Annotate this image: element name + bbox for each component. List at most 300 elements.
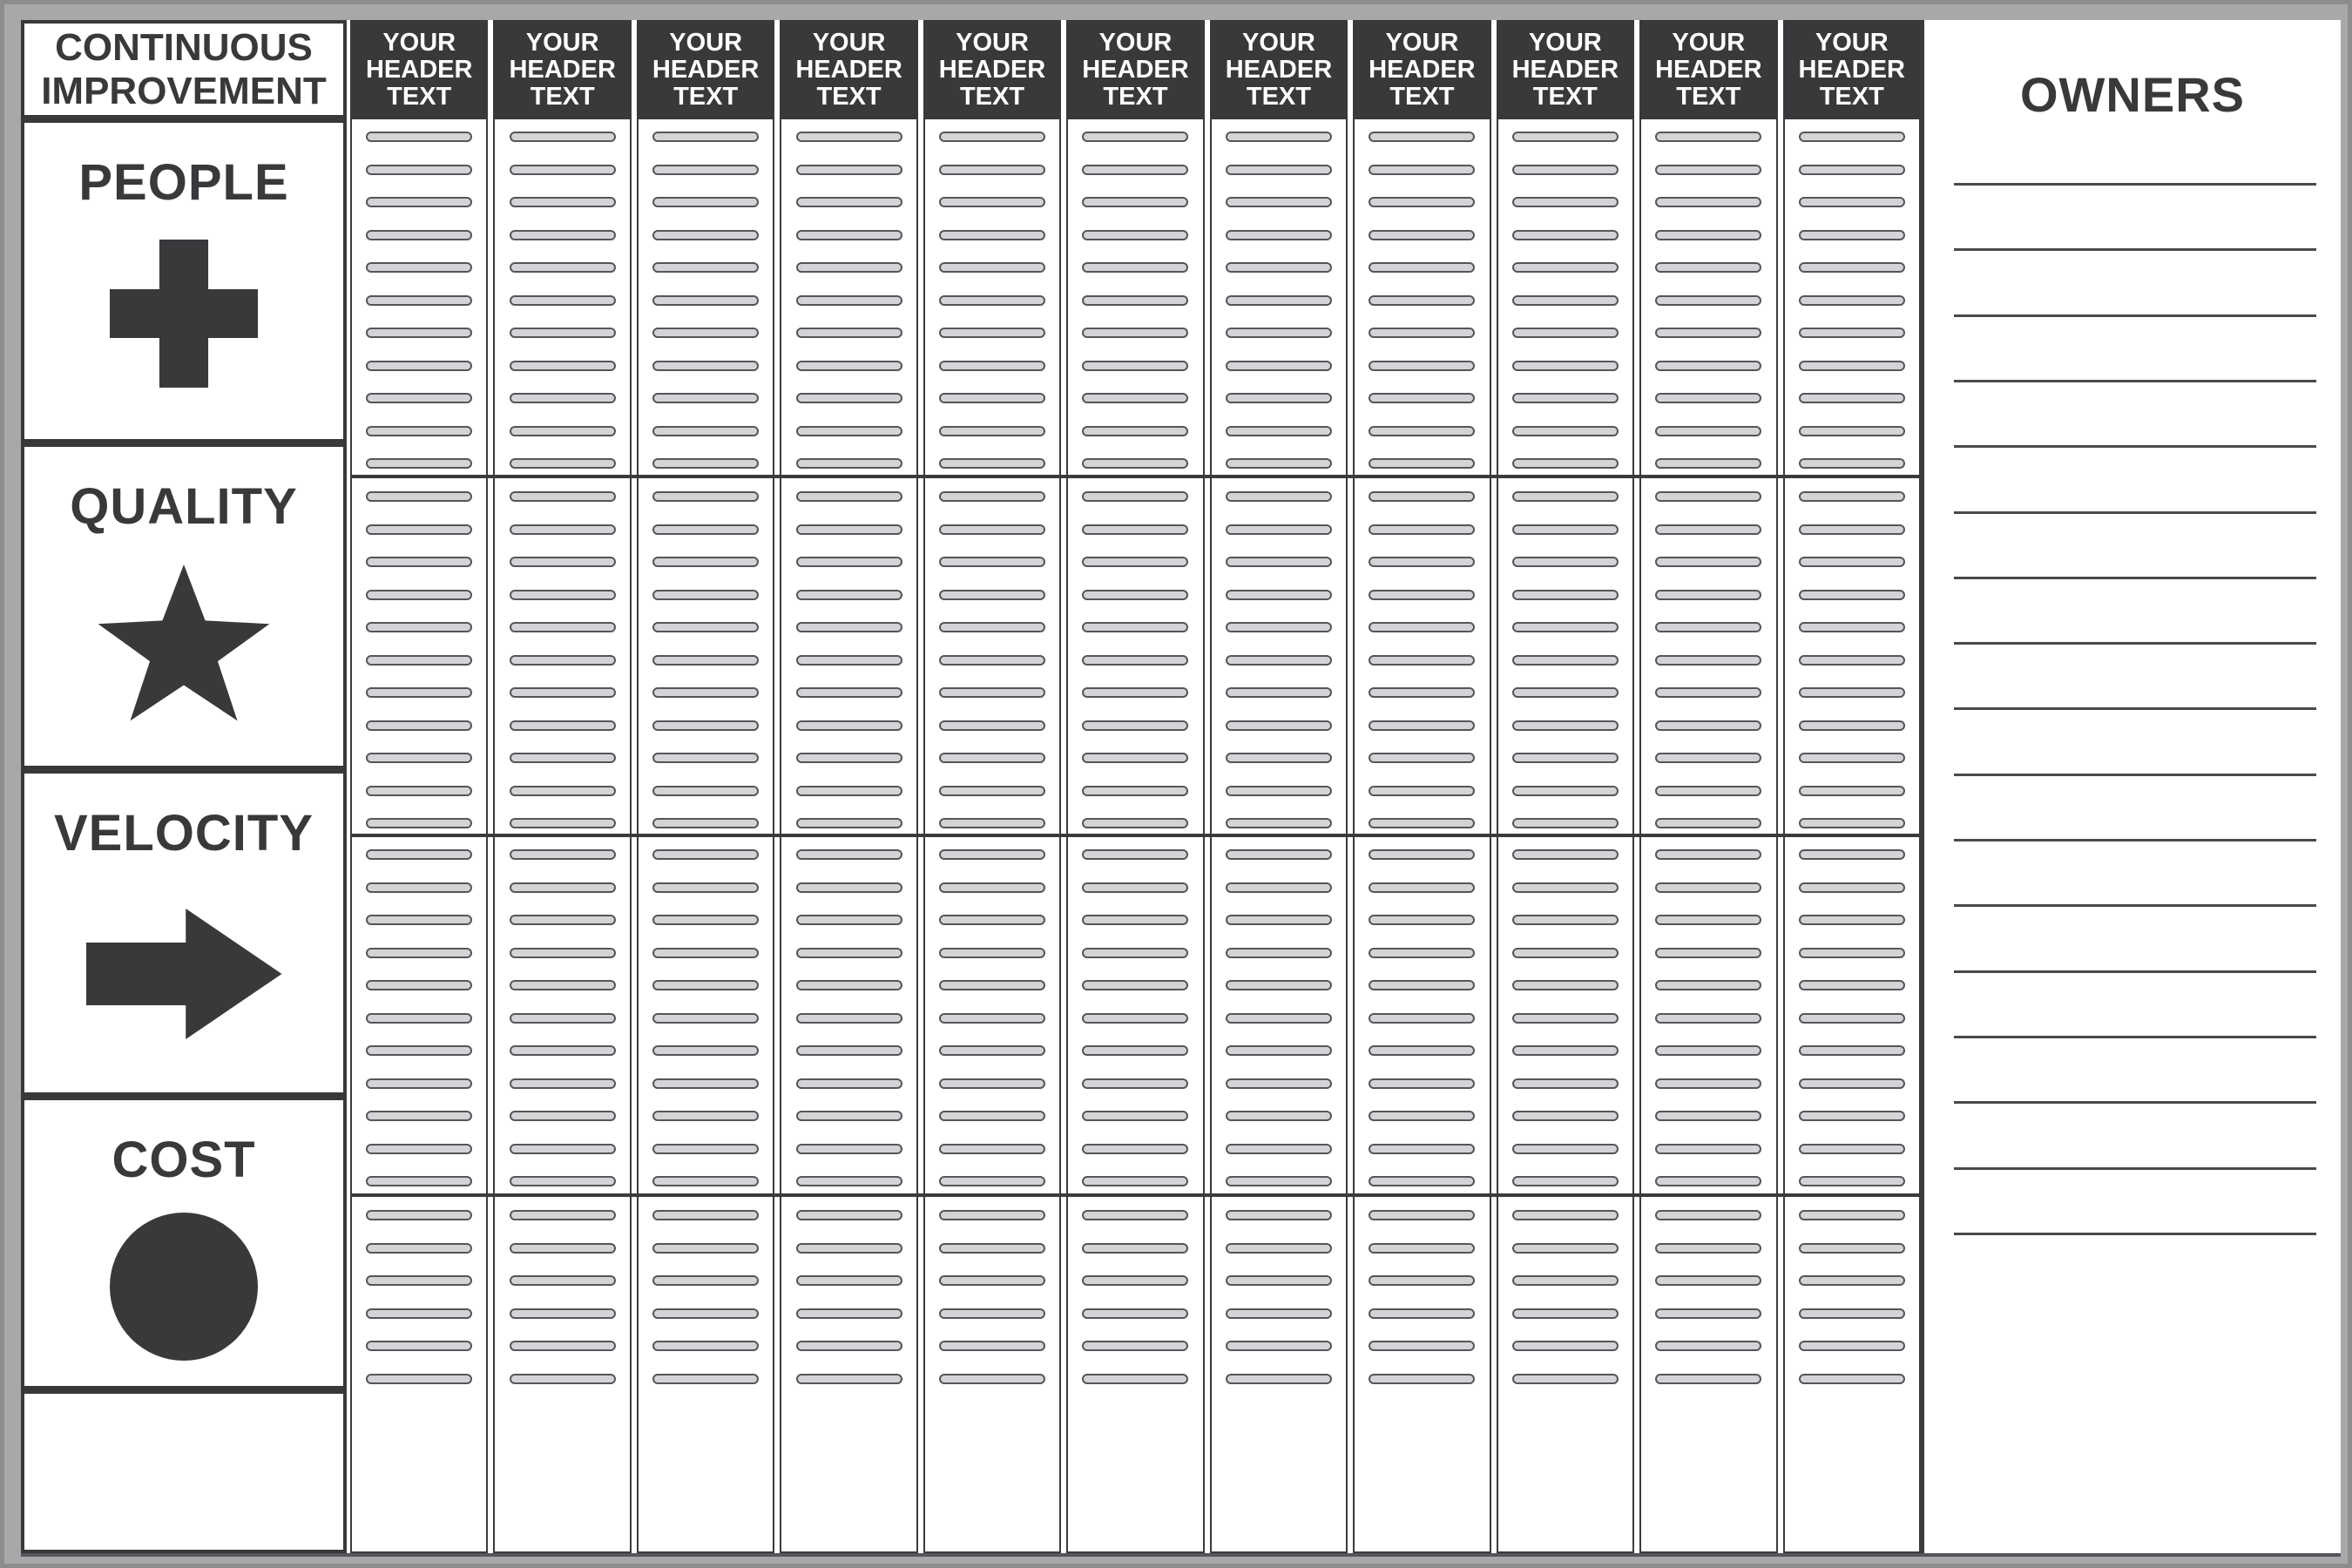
write-line-pill	[1082, 361, 1188, 371]
write-line-pill	[939, 426, 1045, 436]
write-line-pill	[796, 948, 902, 958]
write-line-pill	[939, 1243, 1045, 1254]
write-line-pill	[939, 980, 1045, 990]
write-line-pill	[510, 1341, 616, 1351]
owner-write-line	[1954, 1233, 2316, 1235]
write-line-pill	[652, 980, 759, 990]
write-line-pill	[1369, 197, 1475, 207]
write-line-pill	[796, 655, 902, 666]
header-column	[780, 20, 917, 1553]
write-line-pill	[510, 1210, 616, 1220]
column-header	[1497, 20, 1634, 119]
write-line-pill	[366, 328, 472, 338]
sidebar-section-cost	[24, 1100, 343, 1394]
write-line-pill	[939, 524, 1045, 535]
write-line-pill	[652, 165, 759, 175]
write-line-pill	[1512, 393, 1619, 403]
write-line-pill	[939, 230, 1045, 240]
write-line-pill	[510, 687, 616, 698]
write-line-pill	[1082, 1111, 1188, 1121]
write-line-pill	[366, 753, 472, 763]
write-line-pill	[652, 1243, 759, 1254]
sidebar-section-people	[24, 123, 343, 447]
owner-write-line	[1954, 1036, 2316, 1038]
write-line-pill	[652, 132, 759, 142]
column-header-line: YOUR	[1385, 28, 1459, 57]
write-line-pill	[1369, 458, 1475, 469]
write-line-pill	[939, 622, 1045, 632]
write-line-pill	[796, 426, 902, 436]
write-line-pill	[1369, 720, 1475, 731]
write-line-pill	[1655, 328, 1761, 338]
write-line-pill	[1369, 1078, 1475, 1089]
write-line-pill	[1082, 720, 1188, 731]
write-line-pill	[1369, 230, 1475, 240]
write-line-pill	[1082, 491, 1188, 502]
write-line-pill	[796, 491, 902, 502]
write-line-pill	[1369, 1045, 1475, 1056]
star-icon	[95, 564, 274, 734]
write-line-pill	[652, 882, 759, 893]
column-header-line: HEADER	[1369, 55, 1476, 84]
column-header-line: TEXT	[387, 82, 452, 111]
column-header-line: HEADER	[1511, 55, 1619, 84]
write-line-pill	[796, 786, 902, 796]
write-line-pill	[1512, 1176, 1619, 1186]
write-line-pill	[1512, 524, 1619, 535]
write-line-pill	[1082, 849, 1188, 860]
column-header-line: YOUR	[1242, 28, 1315, 57]
write-line-pill	[510, 786, 616, 796]
write-line-pill	[1369, 524, 1475, 535]
write-line-pill	[939, 882, 1045, 893]
write-line-pill	[1226, 980, 1332, 990]
write-line-pill	[939, 328, 1045, 338]
write-line-pill	[1655, 557, 1761, 567]
write-line-pill	[510, 230, 616, 240]
write-line-pill	[366, 1013, 472, 1024]
column-header-line: HEADER	[652, 55, 760, 84]
write-line-pill	[1226, 590, 1332, 600]
write-line-pill	[1512, 980, 1619, 990]
write-line-pill	[939, 1013, 1045, 1024]
write-line-pill	[1226, 1111, 1332, 1121]
write-line-pill	[510, 491, 616, 502]
write-line-pill	[1369, 882, 1475, 893]
write-line-pill	[366, 1308, 472, 1319]
write-line-pill	[1082, 818, 1188, 828]
write-line-pill	[1655, 786, 1761, 796]
write-line-pill	[1799, 818, 1905, 828]
write-line-pill	[796, 1243, 902, 1254]
write-line-pill	[1655, 753, 1761, 763]
write-line-pill	[1369, 165, 1475, 175]
column-header-line: TEXT	[1532, 82, 1598, 111]
write-line-pill	[1799, 491, 1905, 502]
write-line-pill	[1082, 1013, 1188, 1024]
write-line-pill	[510, 720, 616, 731]
write-line-pill	[796, 1275, 902, 1286]
write-line-pill	[510, 622, 616, 632]
write-line-pill	[939, 165, 1045, 175]
write-line-pill	[1655, 295, 1761, 306]
write-line-pill	[1226, 786, 1332, 796]
write-line-pill	[1655, 491, 1761, 502]
write-line-pill	[796, 1341, 902, 1351]
write-line-pill	[652, 590, 759, 600]
write-line-pill	[1226, 458, 1332, 469]
write-line-pill	[652, 1308, 759, 1319]
write-line-pill	[1369, 980, 1475, 990]
write-line-pill	[1655, 655, 1761, 666]
write-line-pill	[1512, 818, 1619, 828]
board-surface	[21, 20, 2341, 1557]
write-line-pill	[1799, 426, 1905, 436]
header-column	[923, 20, 1061, 1553]
write-line-pill	[1082, 557, 1188, 567]
write-line-pill	[366, 1111, 472, 1121]
owner-write-line	[1954, 183, 2316, 186]
write-line-pill	[1082, 753, 1188, 763]
write-line-pill	[796, 1374, 902, 1384]
owners-title: OWNERS	[2020, 67, 2245, 122]
write-line-pill	[1799, 980, 1905, 990]
write-line-pill	[1799, 720, 1905, 731]
write-line-pill	[796, 1308, 902, 1319]
write-line-pill	[510, 524, 616, 535]
write-line-pill	[796, 230, 902, 240]
write-line-pill	[1655, 1078, 1761, 1089]
write-line-pill	[1799, 165, 1905, 175]
write-line-pill	[366, 132, 472, 142]
column-header-line: HEADER	[938, 55, 1046, 84]
write-line-pill	[796, 1078, 902, 1089]
owner-write-line	[1954, 774, 2316, 776]
write-line-pill	[510, 557, 616, 567]
write-line-pill	[366, 655, 472, 666]
write-line-pill	[1226, 818, 1332, 828]
write-line-pill	[510, 980, 616, 990]
write-line-pill	[1226, 1176, 1332, 1186]
write-line-pill	[1799, 524, 1905, 535]
write-line-pill	[652, 1374, 759, 1384]
write-line-pill	[652, 622, 759, 632]
write-line-pill	[1226, 687, 1332, 698]
write-line-pill	[1799, 622, 1905, 632]
write-line-pill	[1799, 132, 1905, 142]
write-line-pill	[1655, 622, 1761, 632]
write-line-pill	[1799, 753, 1905, 763]
write-line-pill	[1512, 1045, 1619, 1056]
band-divider-line	[350, 834, 1921, 837]
column-header-line: HEADER	[1655, 55, 1762, 84]
write-line-pill	[510, 1144, 616, 1154]
column-header-line: YOUR	[382, 28, 456, 57]
write-line-pill	[366, 524, 472, 535]
write-line-pill	[366, 590, 472, 600]
write-line-pill	[366, 1045, 472, 1056]
write-line-pill	[1082, 197, 1188, 207]
write-line-pill	[1655, 197, 1761, 207]
write-line-pill	[1799, 1078, 1905, 1089]
write-line-pill	[1226, 1341, 1332, 1351]
write-line-pill	[1369, 786, 1475, 796]
write-line-pill	[1655, 980, 1761, 990]
write-line-pill	[939, 393, 1045, 403]
write-line-pill	[939, 590, 1045, 600]
column-header-line: HEADER	[1225, 55, 1333, 84]
column-header	[1783, 20, 1921, 119]
write-line-pill	[1082, 295, 1188, 306]
write-line-pill	[796, 132, 902, 142]
write-line-pill	[939, 720, 1045, 731]
write-line-pill	[366, 818, 472, 828]
write-line-pill	[652, 230, 759, 240]
write-line-pill	[1369, 1341, 1475, 1351]
write-line-pill	[510, 1013, 616, 1024]
write-line-pill	[1226, 491, 1332, 502]
write-line-pill	[1512, 655, 1619, 666]
owner-write-line	[1954, 577, 2316, 579]
write-line-pill	[1082, 915, 1188, 925]
write-line-pill	[1082, 230, 1188, 240]
write-line-pill	[1082, 980, 1188, 990]
write-line-pill	[1226, 1243, 1332, 1254]
column-header-line: YOUR	[669, 28, 743, 57]
write-line-pill	[366, 557, 472, 567]
write-line-pill	[1082, 1176, 1188, 1186]
write-line-pill	[1512, 165, 1619, 175]
write-line-pill	[1226, 1013, 1332, 1024]
write-line-pill	[939, 262, 1045, 273]
write-line-pill	[1512, 262, 1619, 273]
write-line-pill	[1226, 882, 1332, 893]
write-line-pill	[796, 1176, 902, 1186]
write-line-pill	[366, 393, 472, 403]
sidebar-section-quality	[24, 447, 343, 774]
write-line-pill	[1369, 849, 1475, 860]
write-line-pill	[510, 328, 616, 338]
sidebar-section-velocity	[24, 774, 343, 1100]
write-line-pill	[796, 458, 902, 469]
write-line-pill	[510, 197, 616, 207]
write-line-pill	[1655, 1308, 1761, 1319]
write-line-pill	[1799, 1374, 1905, 1384]
write-line-pill	[1226, 948, 1332, 958]
write-line-pill	[1512, 426, 1619, 436]
write-line-pill	[1369, 655, 1475, 666]
write-line-pill	[1082, 1045, 1188, 1056]
write-line-pill	[1512, 1210, 1619, 1220]
section-label-people: PEOPLE	[78, 154, 289, 211]
write-line-pill	[366, 295, 472, 306]
write-line-pill	[796, 622, 902, 632]
write-line-pill	[1799, 1243, 1905, 1254]
write-line-pill	[1655, 915, 1761, 925]
write-line-pill	[652, 197, 759, 207]
write-line-pill	[510, 590, 616, 600]
write-line-pill	[1226, 165, 1332, 175]
write-line-pill	[1226, 915, 1332, 925]
write-line-pill	[510, 1374, 616, 1384]
header-column	[1639, 20, 1777, 1553]
write-line-pill	[796, 849, 902, 860]
write-line-pill	[1512, 491, 1619, 502]
column-header-line: HEADER	[365, 55, 473, 84]
write-line-pill	[510, 393, 616, 403]
write-line-pill	[510, 818, 616, 828]
write-line-pill	[939, 1374, 1045, 1384]
column-header-line: TEXT	[1819, 82, 1884, 111]
write-line-pill	[1369, 1275, 1475, 1286]
write-line-pill	[366, 361, 472, 371]
header-column	[1066, 20, 1204, 1553]
write-line-pill	[1369, 753, 1475, 763]
write-line-pill	[1369, 1374, 1475, 1384]
owner-write-line	[1954, 642, 2316, 645]
board-title	[24, 24, 343, 123]
write-line-pill	[939, 295, 1045, 306]
column-header	[1210, 20, 1348, 119]
write-line-pill	[796, 753, 902, 763]
write-line-pill	[1369, 1243, 1475, 1254]
write-line-pill	[510, 655, 616, 666]
write-line-pill	[1226, 1144, 1332, 1154]
write-line-pill	[510, 1078, 616, 1089]
write-line-pill	[652, 1111, 759, 1121]
write-line-pill	[1226, 393, 1332, 403]
write-line-pill	[1226, 524, 1332, 535]
write-line-pill	[652, 1275, 759, 1286]
write-line-pill	[510, 1243, 616, 1254]
write-line-pill	[1082, 786, 1188, 796]
write-line-pill	[796, 882, 902, 893]
owner-write-line	[1954, 248, 2316, 251]
write-line-pill	[796, 524, 902, 535]
write-line-pill	[366, 786, 472, 796]
write-line-pill	[1369, 557, 1475, 567]
column-header	[493, 20, 631, 119]
write-line-pill	[1369, 491, 1475, 502]
write-line-pill	[1512, 458, 1619, 469]
write-line-pill	[1655, 1176, 1761, 1186]
write-line-pill	[652, 1045, 759, 1056]
column-header-line: YOUR	[1815, 28, 1889, 57]
write-line-pill	[1655, 720, 1761, 731]
write-line-pill	[796, 1144, 902, 1154]
write-line-pill	[939, 1176, 1045, 1186]
column-header-line: HEADER	[1798, 55, 1905, 84]
write-line-pill	[1226, 361, 1332, 371]
column-header-line: TEXT	[1389, 82, 1455, 111]
column-header-line: TEXT	[959, 82, 1025, 111]
write-line-pill	[510, 132, 616, 142]
write-line-pill	[366, 1176, 472, 1186]
write-line-pill	[1226, 328, 1332, 338]
write-line-pill	[1655, 1341, 1761, 1351]
write-line-pill	[1655, 1013, 1761, 1024]
write-line-pill	[1369, 1013, 1475, 1024]
column-header-line: YOUR	[1528, 28, 1602, 57]
write-line-pill	[796, 295, 902, 306]
write-line-pill	[510, 1045, 616, 1056]
write-line-pill	[1799, 915, 1905, 925]
write-line-pill	[510, 915, 616, 925]
write-line-pill	[1512, 361, 1619, 371]
owner-write-line	[1954, 707, 2316, 710]
write-line-pill	[939, 1111, 1045, 1121]
sidebar	[21, 20, 347, 1553]
column-header	[1639, 20, 1777, 119]
write-line-pill	[366, 720, 472, 731]
write-line-pill	[1082, 687, 1188, 698]
write-line-pill	[1512, 230, 1619, 240]
write-line-pill	[1512, 1308, 1619, 1319]
write-line-pill	[1082, 622, 1188, 632]
write-line-pill	[366, 849, 472, 860]
write-line-pill	[652, 426, 759, 436]
write-line-pill	[1655, 1210, 1761, 1220]
write-line-pill	[1655, 818, 1761, 828]
write-line-pill	[1799, 1111, 1905, 1121]
write-line-pill	[1655, 426, 1761, 436]
write-line-pill	[652, 1210, 759, 1220]
column-header-line: YOUR	[1672, 28, 1746, 57]
column-header-line: TEXT	[1103, 82, 1168, 111]
write-line-pill	[796, 1111, 902, 1121]
write-line-pill	[1512, 1111, 1619, 1121]
write-line-pill	[366, 165, 472, 175]
write-line-pill	[1512, 1144, 1619, 1154]
write-line-pill	[1082, 165, 1188, 175]
write-line-pill	[1512, 687, 1619, 698]
header-column	[1497, 20, 1634, 1553]
write-line-pill	[796, 165, 902, 175]
write-line-pill	[1799, 948, 1905, 958]
band-divider-line	[350, 475, 1921, 478]
write-line-pill	[1512, 132, 1619, 142]
write-line-pill	[939, 786, 1045, 796]
write-line-pill	[366, 915, 472, 925]
write-line-pill	[366, 1243, 472, 1254]
write-line-pill	[1799, 1176, 1905, 1186]
write-line-pill	[366, 1144, 472, 1154]
write-line-pill	[652, 393, 759, 403]
write-line-pill	[1369, 948, 1475, 958]
write-line-pill	[796, 687, 902, 698]
header-column	[1783, 20, 1921, 1553]
header-column	[1210, 20, 1348, 1553]
write-line-pill	[1082, 1341, 1188, 1351]
column-header	[1353, 20, 1490, 119]
write-line-pill	[652, 1013, 759, 1024]
write-line-pill	[1082, 948, 1188, 958]
write-line-pill	[652, 1144, 759, 1154]
write-line-pill	[1226, 132, 1332, 142]
write-line-pill	[1369, 393, 1475, 403]
write-line-pill	[796, 915, 902, 925]
column-header	[923, 20, 1061, 119]
write-line-pill	[1799, 295, 1905, 306]
write-line-pill	[939, 948, 1045, 958]
column-header-line: TEXT	[673, 82, 739, 111]
write-line-pill	[1226, 1210, 1332, 1220]
write-line-pill	[939, 849, 1045, 860]
write-line-pill	[1799, 1210, 1905, 1220]
write-line-pill	[1655, 1045, 1761, 1056]
write-line-pill	[652, 655, 759, 666]
write-line-pill	[1512, 622, 1619, 632]
